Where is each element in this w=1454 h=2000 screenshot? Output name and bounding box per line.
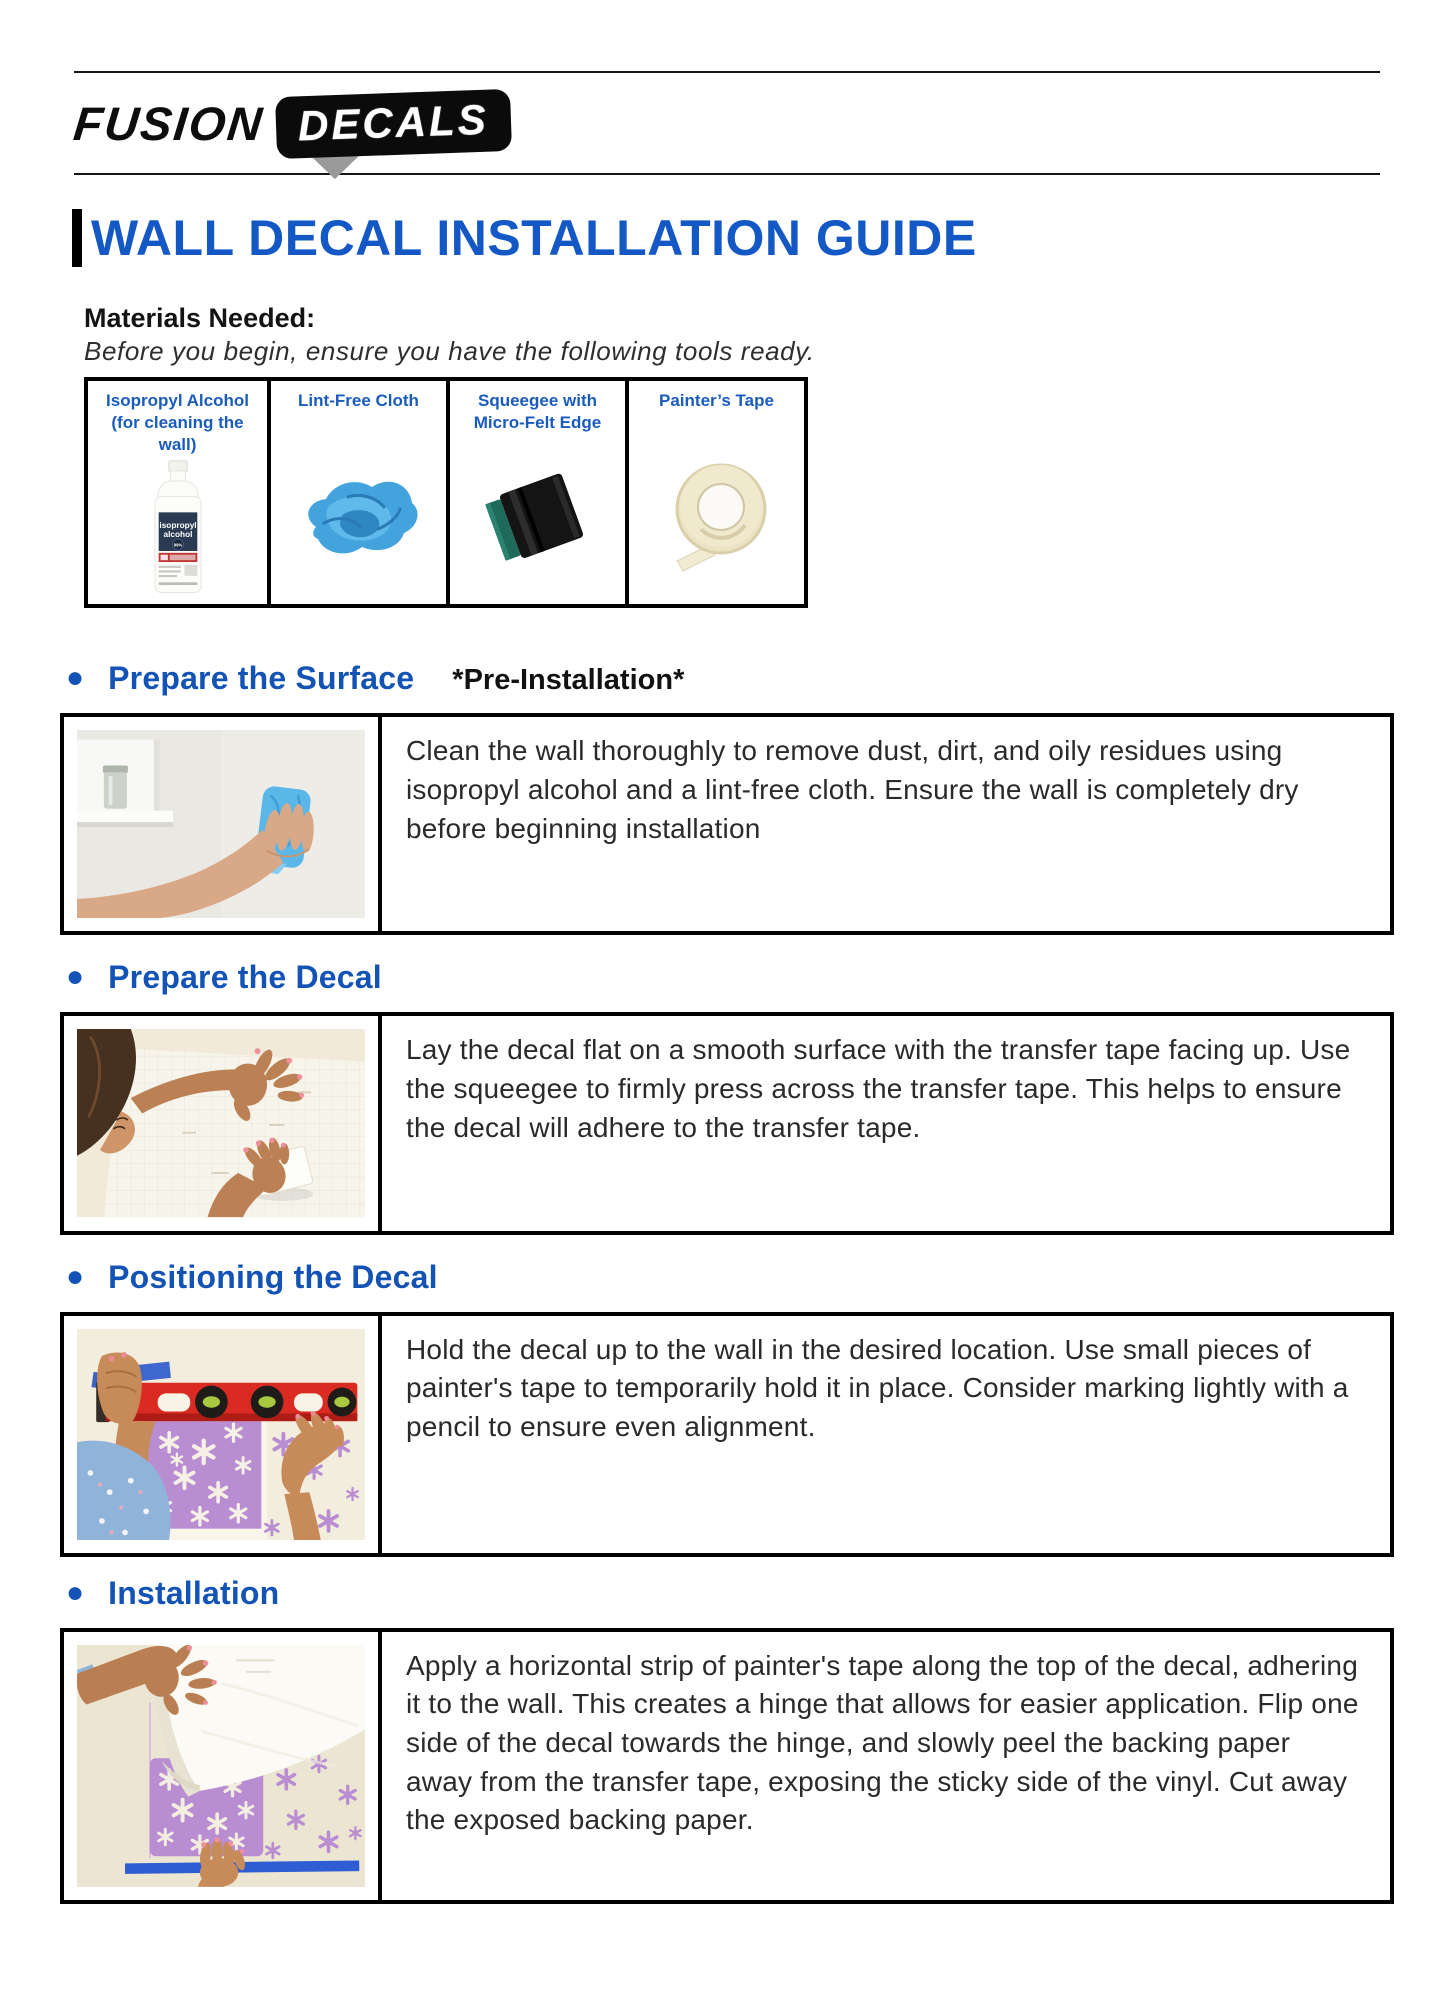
- section-title: Positioning the Decal: [108, 1258, 438, 1295]
- section-note: *Pre-Installation*: [452, 664, 685, 697]
- photo-peeling-backing-paper: [77, 1645, 365, 1887]
- svg-text:isopropyl: isopropyl: [158, 521, 197, 531]
- section-title: Installation: [108, 1574, 280, 1611]
- step-description: Clean the wall thoroughly to remove dust, dirt, and oily residues using isopropyl alcohol and a lint-free cloth. Ensure the wall is completely dry before beginning installation: [406, 735, 1299, 844]
- title-accent-bar: [72, 209, 82, 267]
- svg-text:alcohol: alcohol: [163, 530, 192, 540]
- section-heading-installation: [66, 1575, 1394, 1612]
- material-label: Painter’s Tape: [659, 391, 774, 410]
- section-heading-prepare-decal: [66, 959, 1394, 996]
- material-label: Squeegee with Micro-Felt Edge: [473, 391, 602, 433]
- step-description: Lay the decal flat on a smooth surface with the transfer tape facing up. Use the squeegee to firmly press across the transfer tape. This helps to ensure the decal will adhere to the transfer tape.: [406, 1034, 1351, 1143]
- material-label: Isopropyl Alcohol (for cleaning the wall): [106, 391, 249, 455]
- brand-decals-badge: [275, 95, 511, 151]
- section-title: Prepare the Surface: [108, 660, 415, 697]
- bullet-icon: ●: [66, 960, 85, 994]
- step-table-prepare-surface: [60, 713, 1394, 935]
- page-title: WALL DECAL INSTALLATION GUIDE: [91, 210, 977, 266]
- section-heading-positioning-decal: [66, 1259, 1394, 1296]
- header-bottom-rule: [74, 173, 1380, 175]
- materials-subheading: Before you begin, ensure you have the following tools ready.: [84, 336, 815, 366]
- material-cell-painters-tape: [625, 381, 804, 604]
- materials-heading: Materials Needed:: [84, 303, 316, 333]
- squeegee-icon: [476, 459, 600, 571]
- brand-fusion-text: FUSION: [71, 96, 267, 150]
- tape-roll-icon: [657, 453, 777, 577]
- brand-decals-text: DECALS: [275, 89, 512, 159]
- bullet-icon: ●: [66, 661, 85, 695]
- materials-table: [84, 377, 808, 608]
- section-heading-prepare-surface: [66, 660, 1394, 697]
- step-table-positioning-decal: [60, 1312, 1394, 1557]
- alcohol-bottle-icon: [135, 459, 221, 597]
- cloth-icon: [294, 463, 424, 567]
- photo-hand-wiping-wall: [77, 730, 365, 918]
- step-description: Apply a horizontal strip of painter's tape along the top of the decal, adhering it to the wall. This creates a hinge that allows for easier application. Flip one side of the decal towards the hinge, and slowly peel the backing paper away from the transfer tape, exposing the sticky side of the vinyl. Cut away the exposed backing paper.: [406, 1649, 1359, 1836]
- bullet-icon: ●: [66, 1259, 85, 1293]
- step-description: Hold the decal up to the wall in the desired location. Use small pieces of painter's tape to temporarily hold it in place. Consider marking lightly with a pencil to ensure even alignment.: [406, 1333, 1349, 1442]
- bullet-icon: ●: [66, 1575, 85, 1609]
- material-cell-isopropyl-alcohol: [88, 381, 267, 604]
- title-block: [72, 209, 1394, 267]
- material-cell-lint-free-cloth: [267, 381, 446, 604]
- material-label: Lint-Free Cloth: [298, 391, 419, 410]
- photo-squeegee-on-transfer-tape: [77, 1029, 365, 1217]
- step-table-installation: [60, 1628, 1394, 1904]
- svg-text:99%: 99%: [173, 542, 182, 548]
- step-table-prepare-decal: [60, 1012, 1394, 1234]
- material-cell-squeegee: [446, 381, 625, 604]
- brand-logo: [60, 73, 1394, 173]
- photo-level-aligning-decal: [77, 1329, 365, 1540]
- section-title: Prepare the Decal: [108, 959, 382, 996]
